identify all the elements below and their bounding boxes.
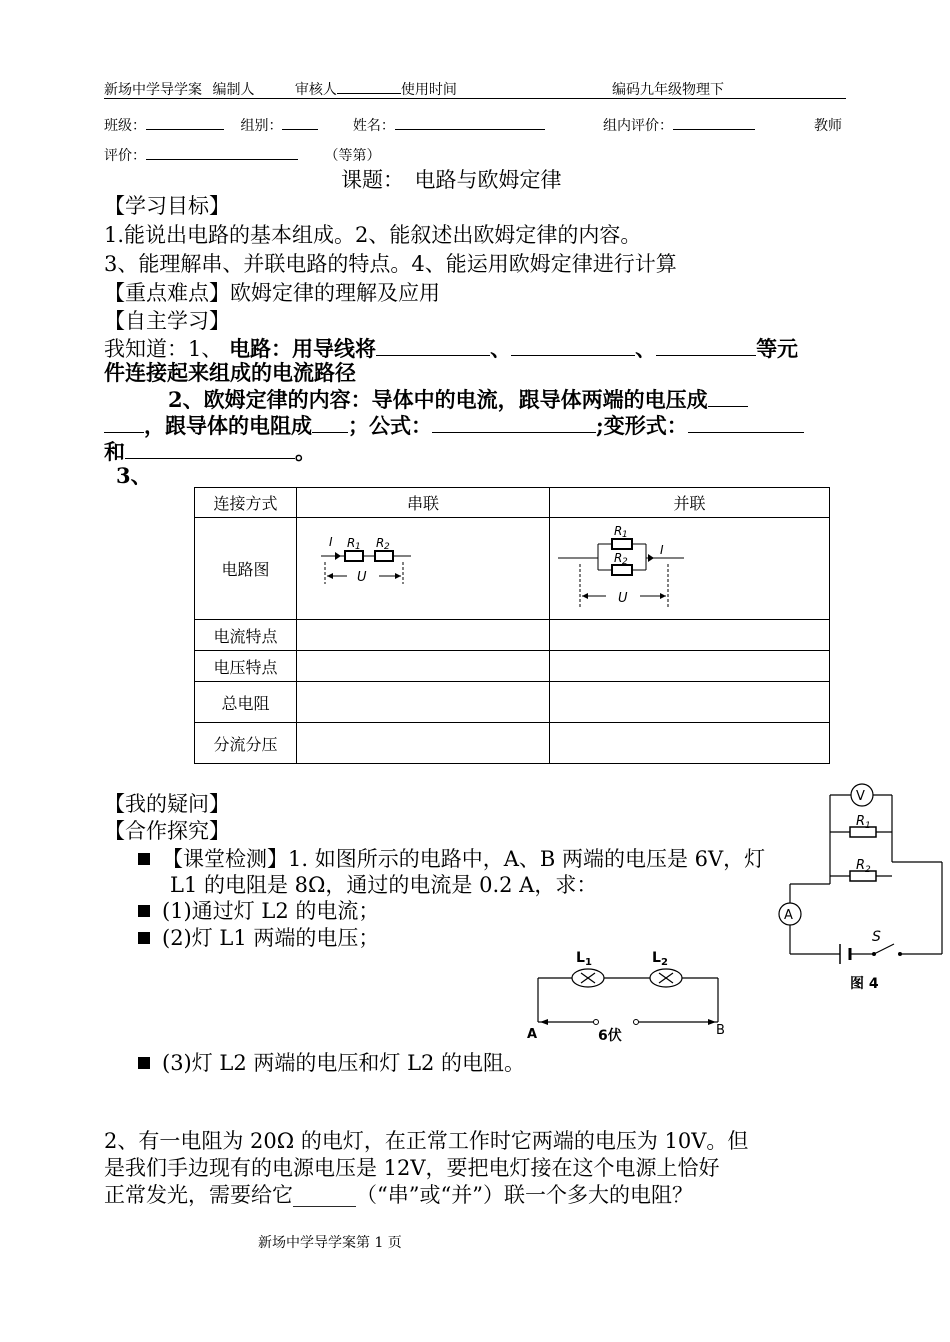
sep-2: 、	[635, 336, 657, 361]
reviewer-label: 审核人	[294, 82, 337, 98]
circuit-tail: 等元	[756, 336, 799, 361]
series-circuit-diagram	[319, 532, 439, 602]
circuit-blank-1[interactable]	[376, 335, 490, 356]
teacher-label: 教师	[814, 118, 842, 134]
fig4-label-R1-sub: 1	[865, 821, 871, 831]
question-2-text: (2)灯 L1 两端的电压；	[162, 926, 380, 950]
table-cell[interactable]	[550, 682, 830, 723]
circuit-line-2: 件连接起来组成的电流路径	[104, 360, 356, 385]
grade-label: （等第）	[324, 148, 381, 164]
ohm-text-3a: 和	[104, 439, 125, 464]
table-row	[195, 620, 830, 651]
series-label-U: U	[357, 570, 367, 585]
item-3: 3、	[116, 463, 152, 488]
name-blank	[395, 115, 545, 130]
reviewer-blank	[337, 79, 401, 94]
lamp-L1-label: L	[576, 950, 585, 966]
table-cell[interactable]	[550, 723, 830, 764]
ohm-blank-1b[interactable]	[104, 412, 144, 433]
table-cell[interactable]	[297, 651, 550, 682]
circuit-blank-3[interactable]	[656, 335, 756, 356]
circuit-line-1	[104, 335, 798, 362]
coop-heading: 【合作探究】	[104, 819, 230, 843]
group-eval-label: 组内评价：	[603, 118, 673, 134]
table-cell[interactable]	[297, 682, 550, 723]
row-label: 分流分压	[195, 723, 297, 764]
row-label: 电路图	[195, 518, 297, 620]
editor-label: 编制人	[212, 82, 255, 98]
table-row	[195, 723, 830, 764]
six-volt-label: 6伏	[598, 1028, 622, 1044]
row-label: 总电阻	[195, 682, 297, 723]
ohm-line-1	[104, 386, 748, 413]
page-footer: 新场中学导学案第 1 页	[258, 1235, 402, 1251]
formula-blank[interactable]	[432, 412, 596, 433]
problem-2-line-1: 2、有一电阻为 20Ω 的电灯，在正常工作时它两端的电压为 10V。但	[104, 1129, 749, 1153]
classroom-test-text-1: 【课堂检测】1. 如图所示的电路中，A、B 两端的电压是 6V，灯	[162, 847, 766, 871]
school-case: 新场中学导学案	[104, 82, 202, 98]
question-1	[138, 898, 379, 924]
parallel-diagram-cell	[550, 518, 830, 620]
group-blank	[282, 115, 318, 130]
parallel-label-I: I	[660, 543, 664, 557]
row-label: 电压特点	[195, 651, 297, 682]
self-study-heading: 【自主学习】	[104, 309, 230, 333]
table-cell[interactable]	[297, 620, 550, 651]
fig4-label-R1: R	[856, 814, 866, 829]
use-time-label: 使用时间	[400, 82, 457, 98]
ohm-text-1: 2、欧姆定律的内容：导体中的电流，跟导体两端的电压成	[168, 387, 708, 412]
table-row	[195, 682, 830, 723]
voltmeter-label: V	[856, 789, 865, 804]
series-label-R1-sub: 1	[355, 542, 361, 552]
figure-4-circuit	[768, 778, 948, 996]
parallel-label-R2: R	[614, 551, 623, 565]
row-label: 电流特点	[195, 620, 297, 651]
fig4-label-R2-sub: 2	[865, 865, 871, 875]
bullet-icon	[138, 853, 150, 865]
ohm-blank-2[interactable]	[312, 412, 348, 433]
table-header-cell: 串联	[297, 488, 550, 518]
lamp-L2-sub: 2	[661, 957, 668, 968]
eval-line	[104, 145, 380, 165]
question-3	[138, 1050, 525, 1076]
parallel-label-R1: R	[614, 524, 623, 538]
table-row	[195, 518, 830, 620]
eval-label: 评价：	[104, 148, 146, 164]
info-line	[104, 115, 545, 135]
series-label-R2-sub: 2	[384, 542, 390, 552]
problem-2-line-3: 正常发光，需要给它______（“串”或“并”）联一个多大的电阻？	[104, 1183, 693, 1207]
question-1-text: (1)通过灯 L2 的电流；	[162, 899, 380, 923]
group-eval	[603, 115, 755, 135]
table-cell[interactable]	[550, 651, 830, 682]
group-label: 组别：	[240, 118, 283, 134]
code-label: 编码九年级物理下	[612, 82, 724, 98]
variant-blank-1[interactable]	[688, 412, 804, 433]
ohm-text-3b: 。	[295, 439, 316, 464]
ohm-text-2a: ，跟导体的电阻成	[144, 413, 312, 438]
comparison-table	[194, 487, 830, 764]
lamp-L2-label: L	[652, 950, 661, 966]
table-header-row	[195, 488, 830, 518]
bullet-icon	[138, 932, 150, 944]
page-title: 课题： 电路与欧姆定律	[341, 168, 562, 192]
fig4-label-R2: R	[856, 858, 866, 873]
header-line	[104, 79, 457, 99]
question-3-text: (3)灯 L2 两端的电压和灯 L2 的电阻。	[162, 1051, 526, 1075]
circuit-text: 电路：用导线将	[229, 336, 377, 361]
class-blank	[146, 115, 224, 130]
series-diagram-cell	[297, 518, 550, 620]
know-prefix: 我知道：1、	[104, 337, 223, 361]
sep-1: 、	[490, 336, 512, 361]
series-label-R2: R	[376, 536, 385, 550]
point-B-label: B	[716, 1023, 725, 1038]
goals-heading: 【学习目标】	[104, 194, 230, 218]
table-row	[195, 651, 830, 682]
parallel-circuit-diagram	[556, 522, 696, 614]
eval-blank	[146, 145, 298, 160]
keypoints-heading: 【重点难点】	[104, 281, 230, 305]
question-2	[138, 925, 379, 951]
ohm-line-2	[104, 412, 804, 439]
circuit-blank-2[interactable]	[511, 335, 635, 356]
parallel-label-R1-sub: 1	[622, 530, 628, 540]
parallel-label-R2-sub: 2	[622, 557, 628, 567]
questions-heading: 【我的疑问】	[104, 792, 230, 816]
point-A-label: A	[527, 1027, 538, 1042]
classroom-test-line-1	[138, 846, 765, 872]
variant-blank-2[interactable]	[125, 438, 295, 459]
keypoints	[104, 280, 440, 306]
figure-4-caption: 图 4	[850, 976, 879, 992]
classroom-test-line-2: L1 的电阻是 8Ω，通过的电流是 0.2 A，求：	[170, 873, 598, 897]
keypoints-text: 欧姆定律的理解及应用	[230, 281, 440, 305]
goals-line-1: 1.能说出电路的基本组成。2、能叙述出欧姆定律的内容。	[104, 223, 642, 247]
name-label: 姓名：	[352, 118, 395, 134]
lamp-circuit-diagram	[524, 948, 734, 1044]
group-eval-blank	[673, 115, 755, 130]
ohm-blank-1[interactable]	[708, 386, 748, 407]
lamp-L1-sub: 1	[585, 957, 592, 968]
ohm-text-2c: ;变形式：	[596, 413, 688, 438]
bullet-icon	[138, 1057, 150, 1069]
parallel-label-U: U	[618, 591, 628, 606]
series-label-R1: R	[347, 536, 356, 550]
table-cell[interactable]	[297, 723, 550, 764]
goals-line-2: 3、能理解串、并联电路的特点。4、能运用欧姆定律进行计算	[104, 252, 677, 276]
ohm-line-3	[104, 438, 316, 465]
table-header-cell: 并联	[550, 488, 830, 518]
ohm-text-2b: ；公式：	[348, 413, 432, 438]
table-header-cell: 连接方式	[195, 488, 297, 518]
header-divider	[104, 98, 846, 99]
bullet-icon	[138, 905, 150, 917]
switch-label: S	[872, 929, 881, 945]
ammeter-label: A	[784, 908, 793, 923]
problem-2-line-2: 是我们手边现有的电源电压是 12V，要把电灯接在这个电源上恰好	[104, 1156, 720, 1180]
series-label-I: I	[329, 535, 333, 549]
table-cell[interactable]	[550, 620, 830, 651]
class-label: 班级：	[104, 118, 146, 134]
